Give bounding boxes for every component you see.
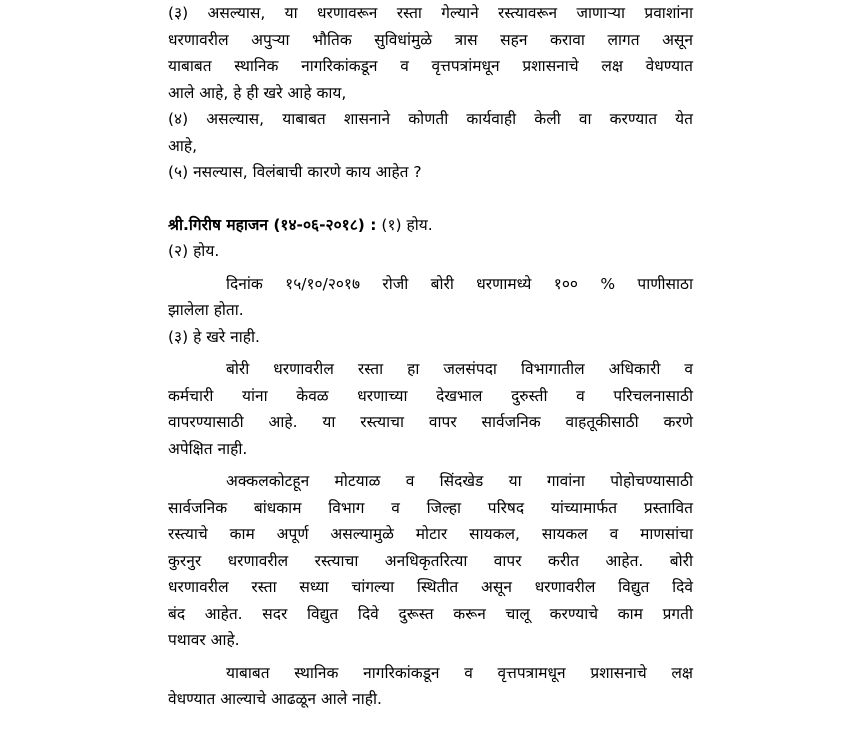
text-line: दिनांक १५/१०/२०१७ रोजी बोरी धरणामध्ये १०० % पाणीसाठा (226, 274, 693, 293)
text-line: आले आहे, हे ही खरे आहे काय, (168, 83, 347, 102)
text-line: झालेला होता. (168, 301, 244, 319)
text-line: धरणावरील रस्ता सध्या चांगल्या स्थितीत असून धरणावरील विद्युत दिवे (168, 578, 693, 596)
text-line: याबाबत स्थानिक नागरिकांकडून व वृत्तपत्रामधून प्रशासनाचे लक्ष (226, 663, 693, 682)
text-line: (४) असल्यास, याबाबत शासनाने कोणती कार्यवाही केली वा करण्यात येत (168, 110, 693, 128)
text-line: सार्वजनिक बांधकाम विभाग व जिल्हा परिषद यांच्यामार्फत प्रस्तावित (168, 498, 693, 517)
answer-paragraph-1 (168, 356, 693, 462)
question-3 (168, 0, 693, 106)
text-line: कुरनुर धरणावरील रस्त्याचा अनधिकृतरित्या वापर करीत आहेत. बोरी (168, 551, 693, 570)
answer-paragraph-3 (168, 660, 693, 713)
answer-2: (२) होय. (168, 242, 220, 260)
answer-3: (३) हे खरे नाही. (168, 327, 260, 346)
text-line: वापरण्यासाठी आहे. या रस्त्याचा वापर सार्वजनिक वाहतूकीसाठी करणे (168, 413, 693, 431)
answer-2-detail (168, 271, 693, 324)
text-line: (५) नसल्यास, विलंबाची कारणे काय आहेत ? (168, 163, 422, 181)
text-line: वेधण्यात आल्याचे आढळून आले नाही. (168, 690, 382, 708)
question-4 (168, 106, 693, 159)
text-line: बंद आहेत. सदर विद्युत दिवे दुरूस्त करून चालू करण्याचे काम प्रगती (168, 604, 693, 623)
answer-header (168, 212, 693, 239)
text-line: अपेक्षित नाही. (168, 439, 248, 458)
text-line: (३) असल्यास, या धरणावरून रस्ता गेल्याने रस्त्यावरून जाणाऱ्या प्रवाशांना (168, 4, 693, 22)
text-line: आहे, (168, 136, 197, 155)
document-page (168, 0, 693, 713)
speaker-name: श्री.गिरीष महाजन (१४-०६-२०१८) : (168, 215, 377, 234)
text-line: बोरी धरणावरील रस्ता हा जलसंपदा विभागातील अधिकारी व (226, 360, 693, 378)
question-5 (168, 159, 693, 186)
text-line: कर्मचारी यांना केवळ धरणाच्या देखभाल दुरुस्ती व परिचलनासाठी (168, 386, 693, 405)
text-line: धरणावरील अपुऱ्या भौतिक सुविधांमुळे त्रास सहन करावा लागत असून (168, 30, 693, 49)
text-line: याबाबत स्थानिक नागरिकांकडून व वृत्तपत्रांमधून प्रशासनाचे लक्ष वेधण्यात (168, 57, 693, 75)
answer-1: (१) होय. (381, 215, 433, 234)
text-line: पथावर आहे. (168, 631, 240, 649)
text-line: रस्त्याचे काम अपूर्ण असल्यामुळे मोटार सायकल, सायकल व माणसांचा (168, 525, 693, 543)
text-line: अक्कलकोटहून मोटयाळ व सिंदखेड या गावांना पोहोचण्यासाठी (226, 472, 693, 490)
answer-paragraph-2 (168, 468, 693, 654)
